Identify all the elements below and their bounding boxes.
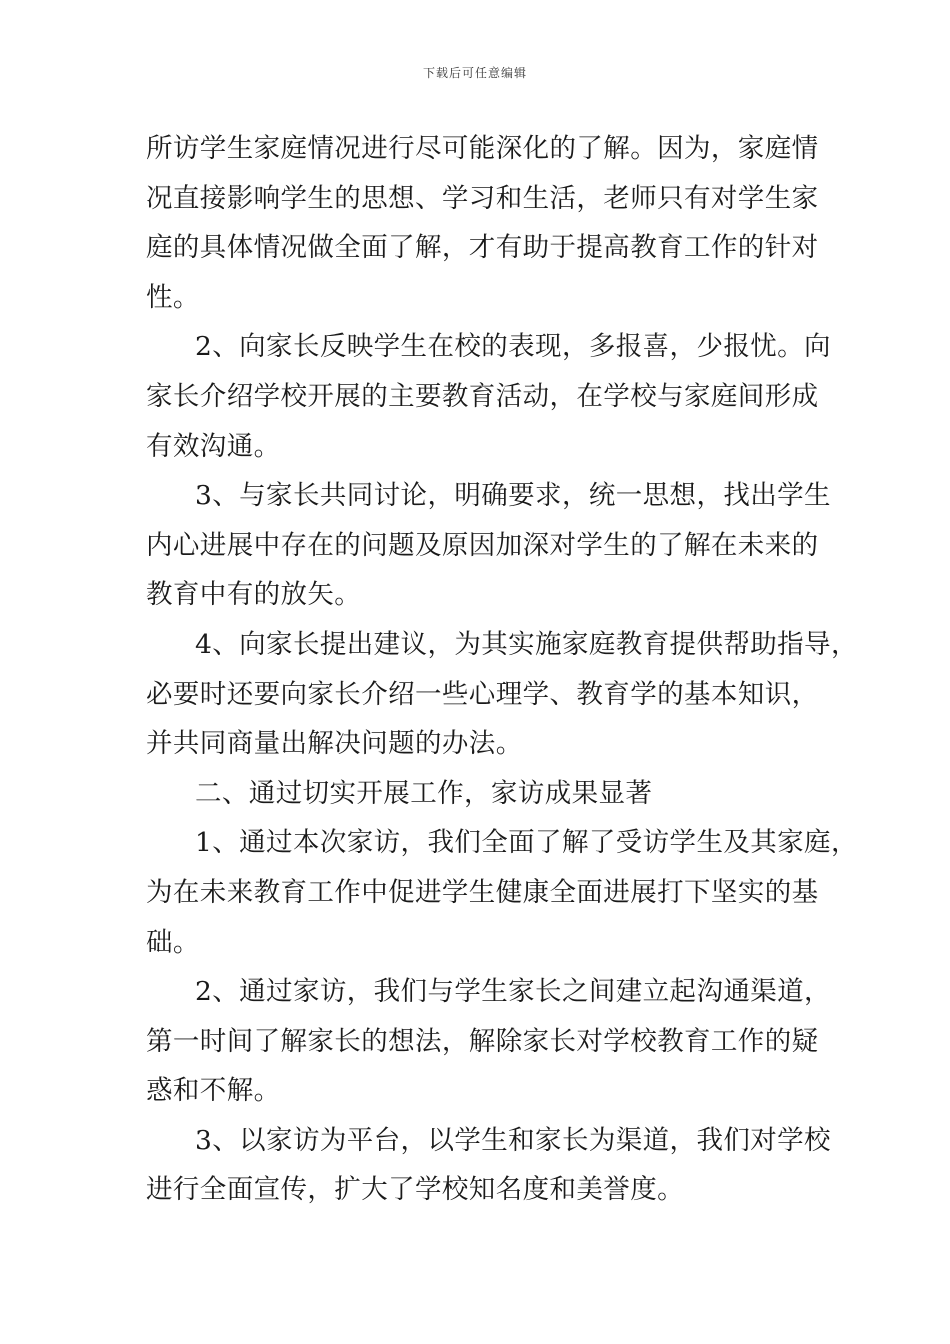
text-line: 况直接影响学生的思想、学习和生活，老师只有对学生家 [146,182,819,214]
text-line: 所访学生家庭情况进行尽可能深化的了解。因为，家庭情 [146,133,819,164]
text-line: 有效沟通。 [146,430,281,462]
text-line: 4、向家长提出建议，为其实施家庭教育提供帮助指导， [195,628,858,660]
text-line: 2、向家长反映学生在校的表现，多报喜，少报忧。向 [195,331,831,363]
text-line: 础。 [146,926,200,958]
text-line: 教育中有的放矢。 [146,579,362,611]
text-line: 3、以家访为平台，以学生和家长为渠道，我们对学校 [195,1124,831,1156]
text-line: 内心进展中存在的问题及原因加深对学生的了解在未来的 [146,529,819,561]
text-line: 2、通过家访，我们与学生家长之间建立起沟通渠道， [195,976,831,1008]
text-line: 为在未来教育工作中促进学生健康全面进展打下坚实的基 [146,876,819,908]
text-line: 并共同商量出解决问题的办法。 [146,728,523,760]
text-line: 惑和不解。 [146,1075,281,1107]
text-line: 性。 [146,281,200,313]
text-line: 第一时间了解家长的想法，解除家长对学校教育工作的疑 [146,1025,819,1057]
section-heading: 二、通过切实开展工作，家访成果显著 [195,777,653,809]
text-line: 家长介绍学校开展的主要教育活动，在学校与家庭间形成 [146,380,819,412]
text-line: 必要时还要向家长介绍一些心理学、教育学的基本知识， [146,678,819,710]
text-line: 1、通过本次家访，我们全面了解了受访学生及其家庭， [195,827,858,859]
text-line: 3、与家长共同讨论，明确要求，统一思想，找出学生 [195,480,831,512]
page-header: 下载后可任意编辑 [422,66,527,80]
text-line: 进行全面宣传，扩大了学校知名度和美誉度。 [146,1174,684,1206]
text-line: 庭的具体情况做全面了解，才有助于提高教育工作的针对 [146,232,819,264]
document-body [146,124,858,1215]
